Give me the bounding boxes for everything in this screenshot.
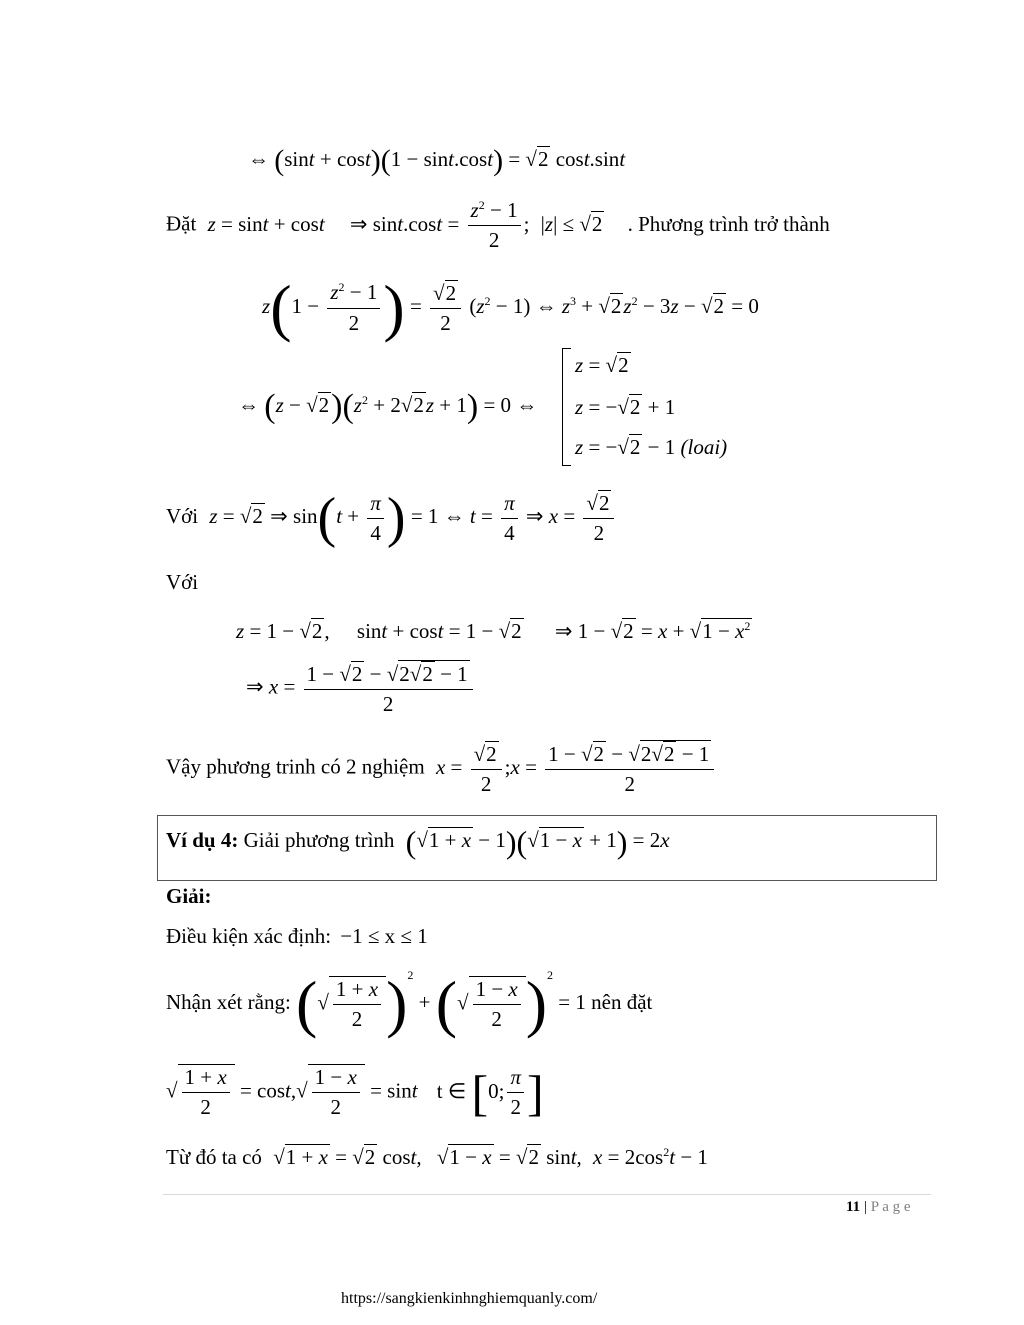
substitution-line: Đặt z = sint + cost ⇒ sint.cost = $\frac{z^2 - 1}{2}$ ; |z| ≤ √2 . Phương trình trở thành — [166, 198, 830, 253]
voi-label-1: Với — [166, 504, 199, 528]
case-1: z = √2 — [575, 353, 629, 377]
example-label: Ví dụ 4: — [166, 827, 239, 852]
case-2: z = −√2 + 1 — [575, 395, 676, 419]
case-1-minus-sqrt2-line: z = 1 − √2, sint + cost = 1 − √2 ⇒ $1 - √2 = x + √1 - x^2$ — [236, 619, 751, 643]
case-3: z = −√2 − 1 (loai) — [575, 435, 728, 459]
solution-heading: Giải: — [166, 884, 212, 908]
x-solution-line: ⇒ x = $\frac{1 - √2 - √2√2 - 1}{2}$ — [246, 660, 476, 717]
example-text: Giải phương trình — [243, 827, 395, 852]
remark-line: Nhận xét rằng: (√ $\frac{1 + x}{2}$ )$^2$ + (√ $\frac{1 - x}{2}$ )$^2$ = 1 nên đặt — [166, 968, 653, 1040]
condition-label: Điều kiện xác định: — [166, 924, 332, 948]
condition-line — [166, 924, 428, 949]
voi-label-2: Với — [166, 570, 199, 594]
conclusion-label: Vậy phương trinh có 2 nghiệm — [166, 754, 425, 779]
remark-label: Nhận xét rằng: — [166, 990, 291, 1014]
remark-tail: = 1 nên đặt — [558, 990, 653, 1014]
example-statement: Ví dụ 4: Giải phương trình (√1 + x − 1)(√1 − x + 1) = 2x — [166, 824, 670, 860]
page-number: 11 — [846, 1199, 861, 1215]
from-label: Từ đó ta có — [166, 1145, 262, 1169]
from-line: Từ đó ta có √1 + x = √2 cost, √1 − x = √2 sint, $x = 2\cos^2t - 1$ — [166, 1145, 708, 1169]
page-word: P a g e — [870, 1199, 911, 1215]
solution-bracket — [562, 348, 571, 466]
substitution-cos-sin-line: √ $\frac{1 + x}{2}$ = cost,√ $\frac{1 - x}{2}$ = sint t ∈ [0; $\frac{\pi}{2}$ ] — [166, 1064, 544, 1121]
source-url[interactable]: https://sangkienkinhnghiemquanly.com/ — [341, 1290, 598, 1307]
page-separator: | — [863, 1199, 867, 1215]
footer-divider — [163, 1194, 931, 1195]
loai-label: (loai) — [680, 435, 728, 459]
condition-math: −1 ≤ x ≤ 1 — [340, 924, 428, 948]
equation-line-4: ⇔ $(z - √2)(z^2 + 2√2z + 1) = 0$ ⇔ — [238, 388, 538, 425]
equation-line-3: z(1 − $\frac{z^2 - 1}{2}$ ) = $\frac{√2}{2}$ $(z^2 - 1)$ ⇔ $z^3 + √2z^2 - 3z - √2 = 0$ — [262, 272, 759, 343]
equation-line-1: ⇔ (sint + cost)(1 − sint.cost) = √2 cost.sint — [248, 144, 626, 178]
page-footer — [846, 1199, 911, 1216]
dat-tail: . Phương trình trở thành — [627, 211, 830, 236]
case-sqrt2-line: Với z = √2 ⇒ sin(t + $\frac{\pi}{4}$ ) = 1 ⇔ t = $\frac{\pi}{4}$ ⇒ x = $\frac{√2}{2}$ — [166, 490, 617, 546]
conclusion-line: Vậy phương trinh có 2 nghiệm x = $\frac{√2}{2}$ ;x = $\frac{1 - √2 - √2√2 - 1}{2}$ — [166, 740, 717, 797]
dat-label: Đặt — [166, 211, 197, 236]
